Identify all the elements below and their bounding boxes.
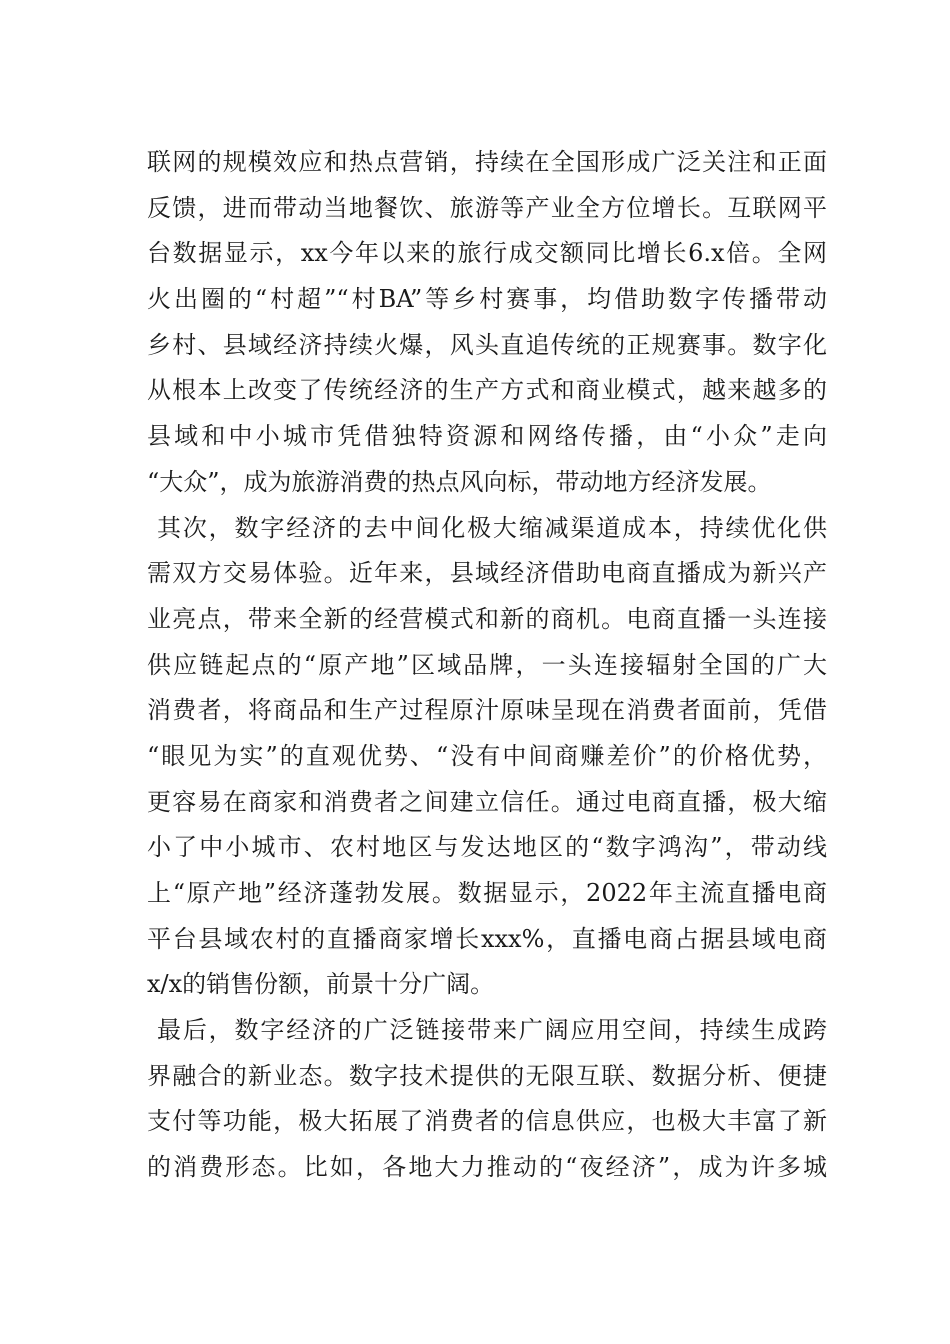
text-line: 支付等功能，极大拓展了消费者的信息供应，也极大丰富了新 (147, 1107, 827, 1136)
text-line: 平台县域农村的直播商家增长xxx%，直播电商占据县域电商 (147, 924, 827, 953)
text-line: 上“原产地”经济蓬勃发展。数据显示，2022年主流直播电商 (147, 879, 827, 907)
text-line: 消费者，将商品和生产过程原汁原味呈现在消费者面前，凭借 (147, 696, 827, 725)
text-line: 火出圈的“村超”“村BA”等乡村赛事，均借助数字传播带动 (147, 285, 827, 314)
text-line: x/x的销售份额，前景十分广阔。 (147, 970, 495, 999)
paragraph-start-line: 其次，数字经济的去中间化极大缩减渠道成本，持续优化供 (157, 513, 827, 542)
text-line: “大众”，成为旅游消费的热点风向标，带动地方经济发展。 (147, 467, 772, 496)
text-line: 小了中小城市、农村地区与发达地区的“数字鸿沟”，带动线 (147, 833, 827, 862)
text-line: 从根本上改变了传统经济的生产方式和商业模式，越来越多的 (147, 376, 827, 405)
text-line: 联网的规模效应和热点营销，持续在全国形成广泛关注和正面 (147, 148, 827, 176)
paragraph-start-line: 最后，数字经济的广泛链接带来广阔应用空间，持续生成跨 (157, 1016, 827, 1045)
text-line: “眼见为实”的直观优势、“没有中间商赚差价”的价格优势， (147, 741, 827, 770)
body-text (147, 140, 827, 1191)
text-line: 界融合的新业态。数字技术提供的无限互联、数据分析、便捷 (147, 1061, 827, 1090)
text-line: 乡村、县域经济持续火爆，风头直追传统的正规赛事。数字化 (147, 330, 827, 359)
text-line: 反馈，进而带动当地餐饮、旅游等产业全方位增长。互联网平 (147, 193, 827, 222)
text-line: 业亮点，带来全新的经营模式和新的商机。电商直播一头连接 (147, 604, 827, 633)
text-line: 更容易在商家和消费者之间建立信任。通过电商直播，极大缩 (147, 787, 827, 816)
text-line: 供应链起点的“原产地”区域品牌，一头连接辐射全国的广大 (147, 650, 827, 679)
text-line: 台数据显示，xx今年以来的旅行成交额同比增长6.x倍。全网 (147, 239, 827, 268)
text-line: 县域和中小城市凭借独特资源和网络传播，由“小众”走向 (147, 422, 827, 451)
text-line: 需双方交易体验。近年来，县域经济借助电商直播成为新兴产 (147, 559, 827, 588)
text-line: 的消费形态。比如，各地大力推动的“夜经济”，成为许多城 (147, 1153, 827, 1182)
